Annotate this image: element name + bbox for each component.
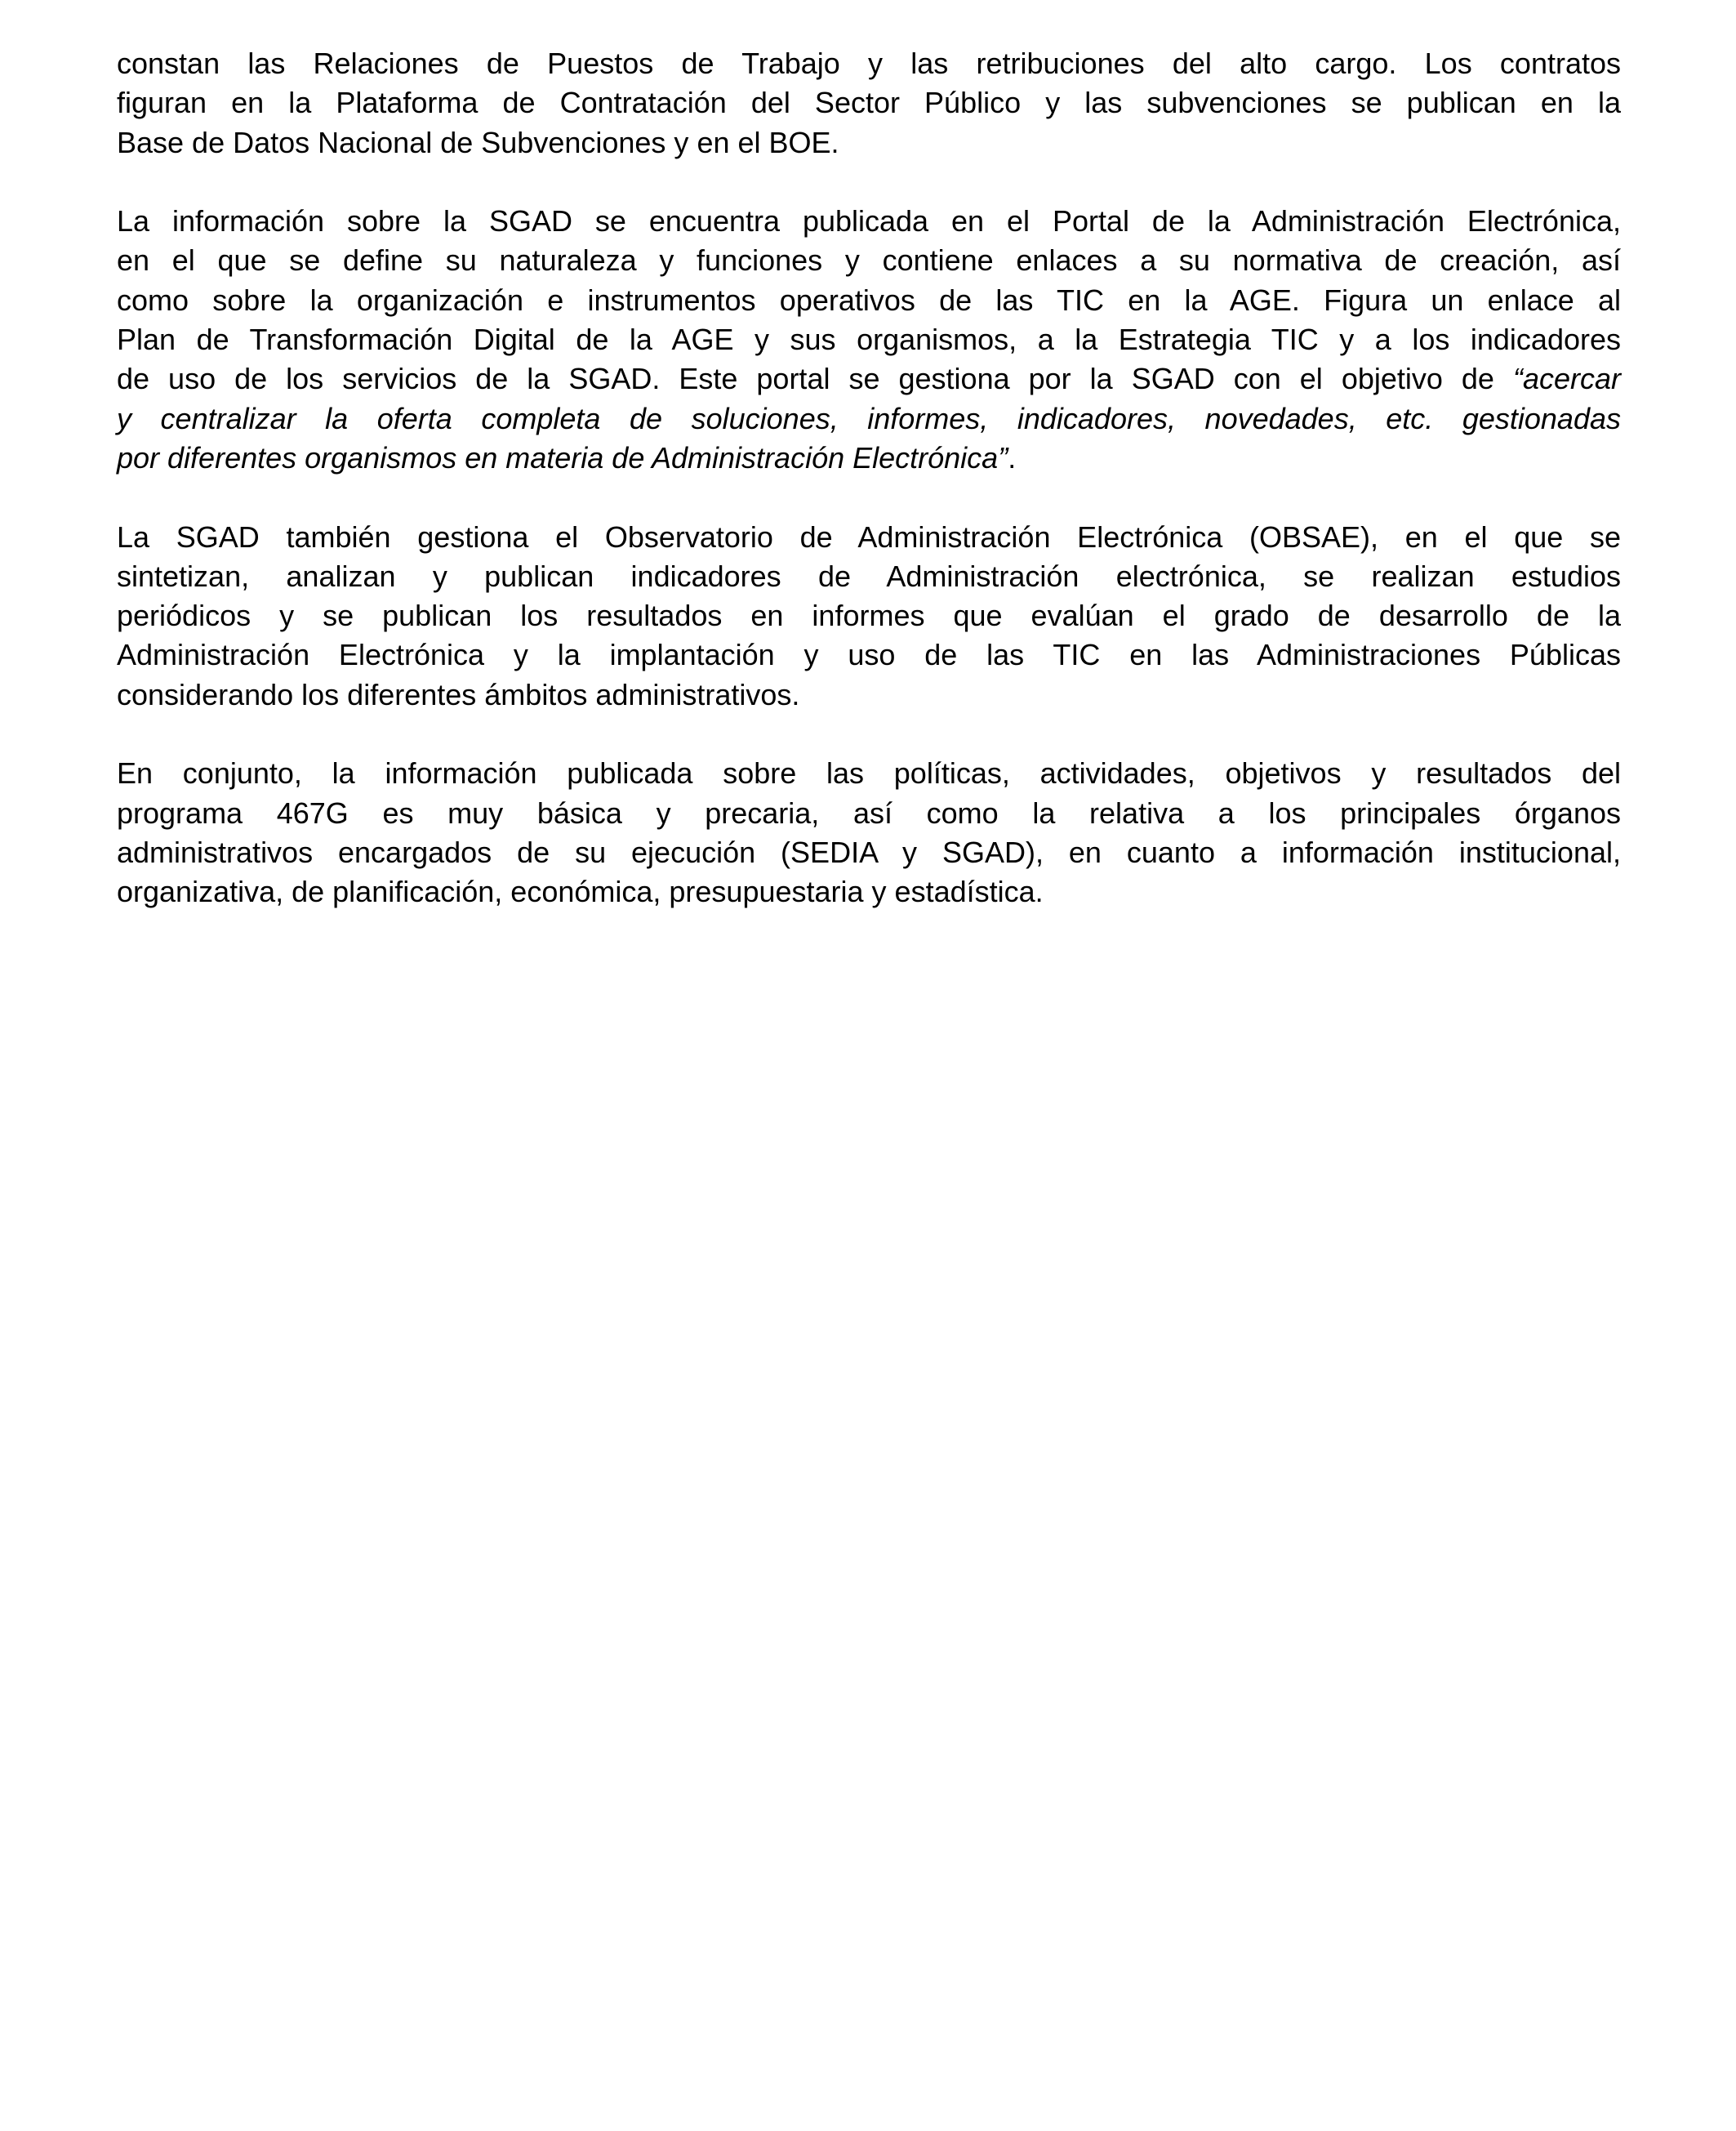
text-line: como sobre la organización e instrumentos operativos de las TIC en la AGE. Figura un enlace al	[117, 283, 1621, 317]
text-line: en el que se define su naturaleza y funciones y contiene enlaces a su normativa de creación, así	[117, 243, 1621, 278]
text-line	[117, 439, 1621, 478]
paragraph-2	[117, 202, 1621, 478]
text-line: La información sobre la SGAD se encuentra publicada en el Portal de la Administración Electrónica,	[117, 204, 1621, 239]
quote-start: “acercar	[1512, 362, 1621, 396]
text-line: Administración Electrónica y la implantación y uso de las TIC en las Administraciones Públicas	[117, 638, 1621, 672]
text-line: figuran en la Plataforma de Contratación del Sector Público y las subvenciones se publican en la	[117, 86, 1621, 120]
quote-end: por diferentes organismos en materia de Administración Electrónica”	[117, 440, 1008, 475]
text-line: sintetizan, analizan y publican indicadores de Administración electrónica, se realizan estudios	[117, 559, 1621, 593]
paragraph-3	[117, 518, 1621, 715]
text-line: considerando los diferentes ámbitos administrativos.	[117, 677, 800, 711]
paragraph-4	[117, 754, 1621, 912]
end-punct: .	[1008, 440, 1017, 475]
text-line: periódicos y se publican los resultados en informes que evalúan el grado de desarrollo de la	[117, 599, 1621, 633]
text-line: organizativa, de planificación, económica, presupuestaria y estadística.	[117, 875, 1044, 909]
text-line: En conjunto, la información publicada sobre las políticas, actividades, objetivos y resultados del	[117, 756, 1621, 791]
paragraph-1	[117, 44, 1621, 163]
text-line	[117, 359, 1621, 399]
text-line: La SGAD también gestiona el Observatorio de Administración Electrónica (OBSAE), en el que se	[117, 519, 1621, 554]
text-line: Base de Datos Nacional de Subvenciones y en el BOE.	[117, 125, 839, 159]
document-page	[117, 44, 1621, 912]
text-segment: de uso de los servicios de la SGAD. Este portal se gestiona por la SGAD con el objetivo de	[117, 362, 1513, 396]
text-line: constan las Relaciones de Puestos de Trabajo y las retribuciones del alto cargo. Los contratos	[117, 47, 1621, 80]
text-line: administrativos encargados de su ejecución (SEDIA y SGAD), en cuanto a información institucional,	[117, 835, 1621, 869]
text-line: programa 467G es muy básica y precaria, así como la relativa a los principales órganos	[117, 796, 1621, 830]
quote-line: y centralizar la oferta completa de soluciones, informes, indicadores, novedades, etc. gestionadas	[117, 401, 1621, 435]
text-line: Plan de Transformación Digital de la AGE y sus organismos, a la Estrategia TIC y a los indicadores	[117, 323, 1621, 357]
